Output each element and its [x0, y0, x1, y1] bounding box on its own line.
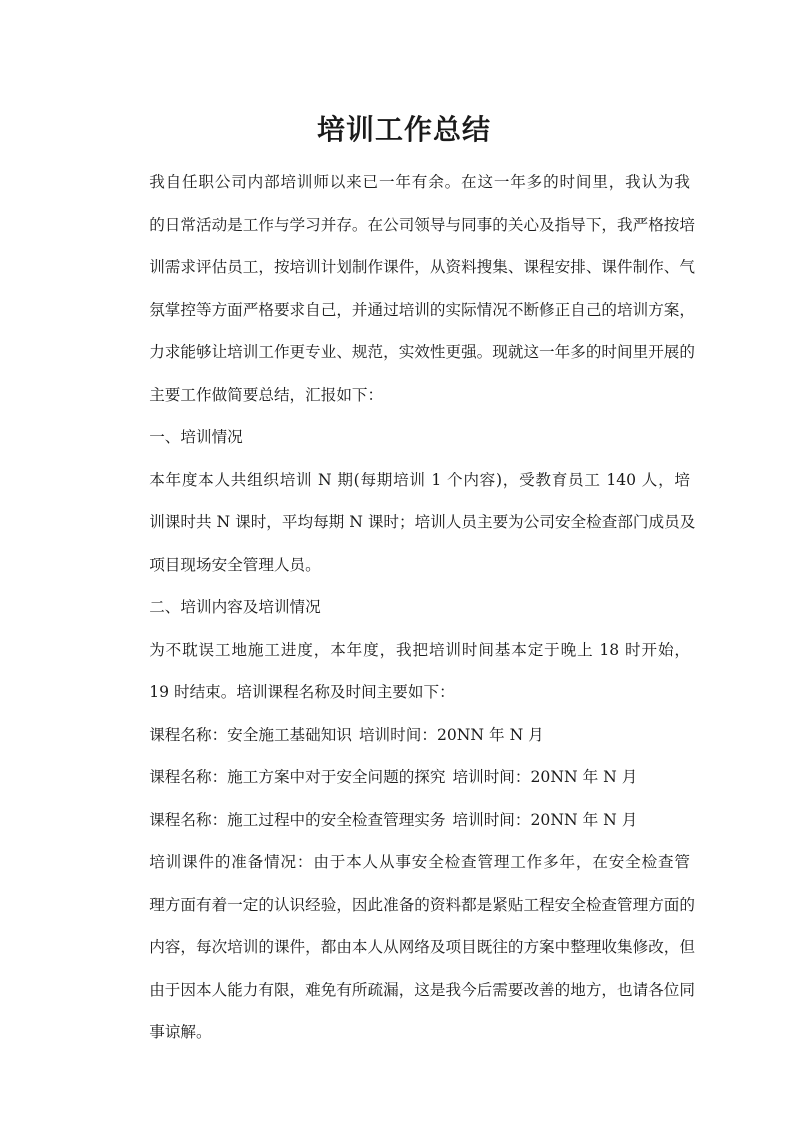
paragraph-line: 训课时共 N 课时，平均每期 N 课时；培训人员主要为公司安全检查部门成员及	[149, 513, 696, 531]
document-page	[118, 0, 696, 1054]
paragraph-line: 本年度本人共组织培训 N 期(每期培训 1 个内容)，受教育员工 140 人，培	[149, 470, 690, 489]
paragraph-line: 事谅解。	[149, 1023, 212, 1041]
paragraph-line: 19 时结束。培训课程名称及时间主要如下：	[149, 683, 455, 701]
intro-paragraph	[118, 161, 695, 416]
course-time-label: 培训时间：	[452, 768, 531, 786]
course-item	[118, 756, 690, 799]
course-time: 20NN 年 N 月	[530, 768, 638, 786]
course-name: 安全施工基础知识	[227, 725, 352, 744]
schedule-paragraph	[118, 629, 690, 714]
course-time-label: 培训时间：	[452, 810, 531, 829]
course-label: 课程名称：	[149, 768, 228, 786]
course-time-label: 培训时间：	[358, 725, 437, 744]
preparation-paragraph	[118, 841, 695, 1054]
paragraph-line: 为不耽误工地施工进度，本年度，我把培训时间基本定于晚上 18 时开始，	[149, 640, 690, 659]
course-time: 20NN 年 N 月	[530, 810, 638, 829]
paragraph-line: 的日常活动是工作与学习并存。在公司领导与同事的关心及指导下，我严格按培	[149, 215, 695, 234]
paragraph-line: 理方面有着一定的认识经验，因此准备的资料都是紧贴工程安全检查管理方面的	[149, 895, 695, 914]
course-time: 20NN 年 N 月	[436, 725, 544, 744]
course-name: 施工方案中对于安全问题的探究	[227, 768, 446, 786]
paragraph-line: 内容，每次培训的课件，都由本人从网络及项目既往的方案中整理收集修改，但	[149, 938, 695, 956]
course-label: 课程名称：	[149, 725, 228, 744]
section-heading-training-status: 一、培训情况	[149, 428, 243, 446]
course-name: 施工过程中的安全检查管理实务	[227, 810, 446, 829]
paragraph-line: 项目现场安全管理人员。	[149, 555, 321, 574]
paragraph-line: 主要工作做简要总结，汇报如下：	[149, 385, 384, 404]
paragraph-line: 氛掌控等方面严格要求自己，并通过培训的实际情况不断修正自己的培训方案，	[149, 300, 695, 319]
section-heading-training-content: 二、培训内容及培训情况	[149, 598, 321, 616]
document-title: 培训工作总结	[316, 113, 491, 146]
course-item	[118, 714, 690, 757]
course-item	[118, 799, 690, 842]
paragraph-line: 力求能够让培训工作更专业、规范，实效性更强。现就这一年多的时间里开展的	[149, 343, 695, 361]
training-status-paragraph	[118, 459, 696, 587]
paragraph-line: 训需求评估员工，按培训计划制作课件，从资料搜集、课程安排、课件制作、气	[149, 258, 695, 276]
paragraph-line: 培训课件的准备情况：由于本人从事安全检查管理工作多年，在安全检查管	[149, 853, 690, 871]
paragraph-line: 我自任职公司内部培训师以来已一年有余。在这一年多的时间里，我认为我	[149, 173, 690, 191]
course-label: 课程名称：	[149, 810, 228, 829]
document-body	[118, 161, 696, 1054]
paragraph-line: 由于因本人能力有限，难免有所疏漏，这是我今后需要改善的地方，也请各位同	[149, 980, 695, 999]
